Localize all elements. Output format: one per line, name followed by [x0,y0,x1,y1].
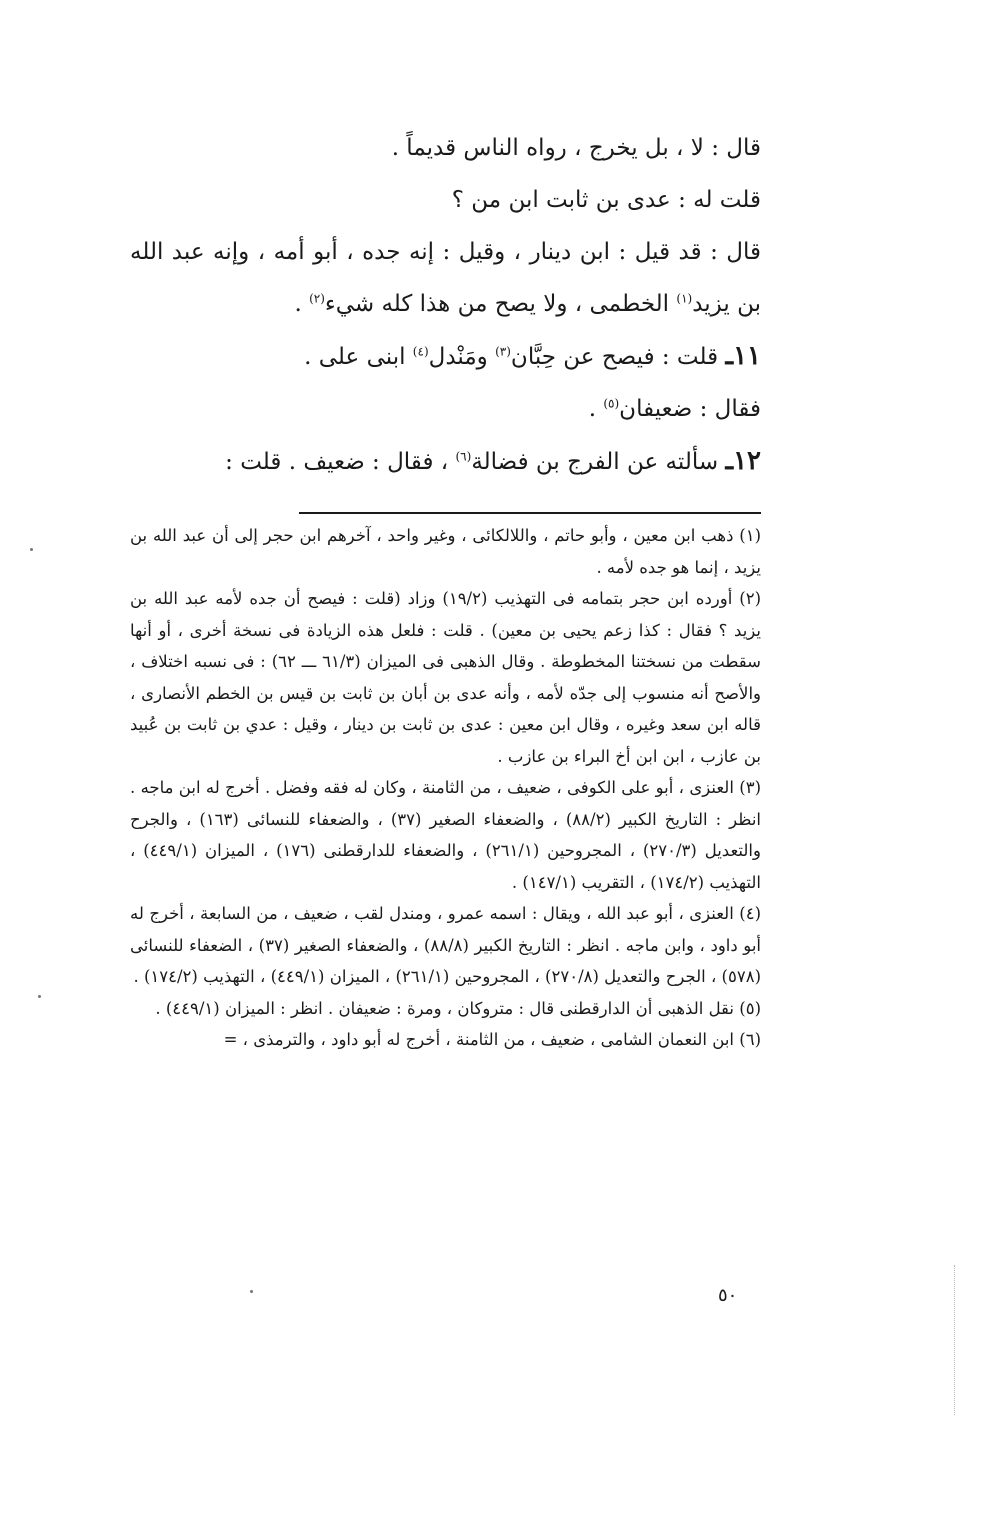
item-12 [130,435,761,488]
footnote-ref-1: (١) [676,291,693,306]
footnote-ref-3: (٣) [495,344,511,359]
footnote-1: (١) ذهب ابن معين ، وأبو حاتم ، واللالكائى ، وغير واحد ، آخرهم ابن حجر إلى أن عبد الله بن يزيد ، إنما هو جده لأمه . [130,526,761,577]
main-text [130,122,761,488]
page-number: ٥٠ [718,1285,738,1306]
answer-11: فقال : ضعيفان$^{(٥)}$ . [588,396,761,422]
footnote-separator [299,512,761,514]
item-11 [130,330,761,383]
footnote-3: (٣) العنزى ، أبو على الكوفى ، ضعيف ، من الثامنة ، وكان له فقه وفضل . أخرج له ابن ماجه . انظر : التاريخ الكبير (٨٨/٢) ، والضعفاء الصغير (٣٧) ، والضعفاء للنسائى (١٦٣) ، والجرح والتعديل (٢٧٠/٣) ، المجروحين (٢٦١/١) ، والضعفاء للدارقطنى (١٧٦) ، الميزان (٤٤٩/١) ، التهذيب (١٧٤/٢) ، التقريب (١٤٧/١) . [130,778,762,892]
item-12-number: ١٢ـ [725,446,761,476]
scan-speck [250,1290,253,1293]
footnote-5: (٥) نقل الذهبى أن الدارقطنى قال : متروكان ، ومرة : ضعيفان . انظر : الميزان (٤٤٩/١) . [155,998,761,1018]
item-12-text-a: سألته عن الفرج بن فضالة [471,449,719,475]
text-line-3-body: قال : قد قيل : ابن دينار ، وقيل : إنه جده ، أبو أمه ، وإنه عبد الله بن يزيد [130,239,761,317]
footnote-ref-4: (٤) [412,344,429,359]
text-line-3: قال : قد قيل : ابن دينار ، وقيل : إنه جده ، أبو أمه ، وإنه عبد الله بن يزيد$^{(١)}$ الخطمى ، ولا يصح من هذا كله شيء$^{(٢)}$ . [130,239,761,317]
item-11-number: ١١ـ [725,341,761,371]
footnotes [130,520,761,1056]
item-11-text-a: قلت : فيصح عن حِبَّان [510,344,719,370]
text-line-1: قال : لا ، بل يخرج ، رواه الناس قديماً . [391,135,761,161]
scan-speck [30,548,33,551]
footnote-2: (٢) أورده ابن حجر بتمامه فى التهذيب (١٩/٢) وزاد (قلت : فيصح أن جده لأمه عبد الله بن يزيد ؟ فقال : كذا زعم يحيى بن معين) . قلت : فلعل هذه الزيادة فى نسخة أخرى ، أو أنها سقطت من نسختنا المخطوطة . وقال الذهبى فى الميزان (٦١/٣ ـــ ٦٢) : فى نسبه اختلاف ، والأصح أنه منسوب إلى جدّه لأمه ، وأنه عدى بن أبان بن ثابت بن قيس بن الخطم الأنصارى ، قاله ابن سعد وغيره ، وقال ابن معين : عدى بن ثابت بن دينار ، وقيل : عدي بن ثابت بن عُبيد بن عازب ، ابن ابن أخ البراء بن عازب . [130,589,761,766]
scan-edge-mark [954,1265,955,1415]
item-12-text-b: ، فقال : ضعيف . قلت : [225,449,449,475]
item-11-text-c: ابنى على . [304,344,406,370]
answer-11-text: فقال : ضعيفان [619,396,761,422]
footnote-6: (٦) ابن النعمان الشامى ، ضعيف ، من الثامنة ، أخرج له أبو داود ، والترمذى ، = [223,1030,761,1049]
footnote-ref-5: (٥) [603,396,620,411]
footnote-ref-6: (٦) [455,449,472,464]
text-line-4-body: الخطمى ، ولا يصح من هذا كله شيء [324,291,670,317]
footnote-ref-2: (٢) [309,291,325,306]
item-11-text-b: ومَنْدل [428,344,488,370]
text-line-2: قلت له : عدى بن ثابت ابن من ؟ [451,187,761,213]
scan-speck [38,995,41,998]
footnote-4: (٤) العنزى ، أبو عبد الله ، ويقال : اسمه عمرو ، ومندل لقب ، ضعيف ، من السابعة ، أخرج له أبو داود ، وابن ماجه . انظر : التاريخ الكبير (٨٨/٨) ، والضعفاء الصغير (٣٧) ، الضعفاء للنسائى (٥٧٨) ، الجرح والتعديل (٢٧٠/٨) ، المجروحين (٢٦١/١) ، الميزان (٤٤٩/١) ، التهذيب (١٧٤/٢) . [130,904,762,986]
